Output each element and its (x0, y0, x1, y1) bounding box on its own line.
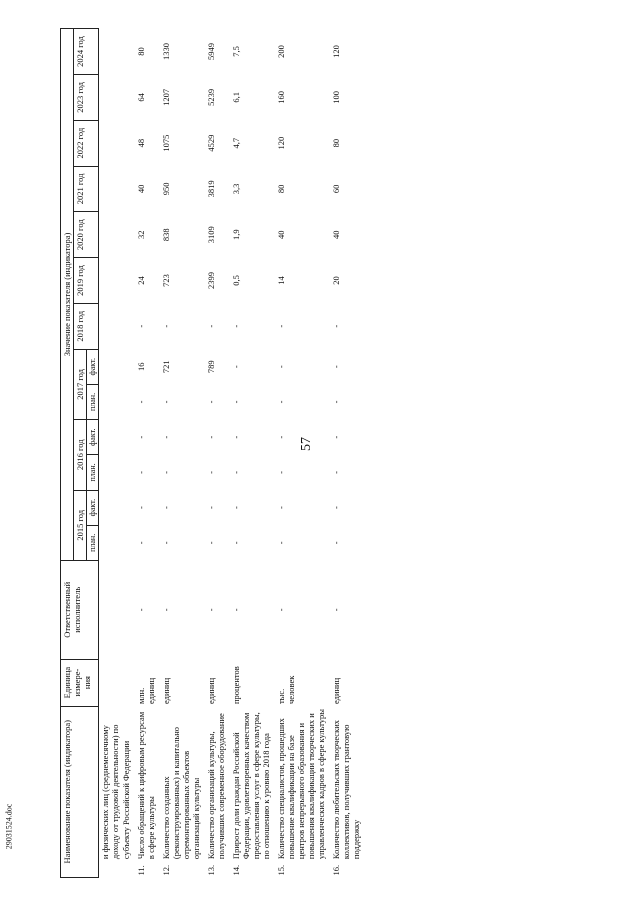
cell-2020: 40 (330, 230, 341, 239)
cell-2019: 2399 (205, 271, 216, 289)
cell-2018: - (205, 324, 216, 328)
cell-fact-2017: - (275, 365, 286, 369)
row-unit: единиц (160, 677, 171, 705)
cell-2021: 80 (275, 184, 286, 194)
cell-fact-2016: - (230, 435, 241, 439)
cell-2021: 60 (330, 184, 341, 194)
row-unit: тыс. человек (275, 675, 296, 705)
row-number: 15. (275, 864, 286, 876)
row-unit: единиц (330, 677, 341, 705)
cell-fact-2015: - (160, 506, 171, 510)
cell-fact-2017: - (330, 365, 341, 369)
row-number: 16. (330, 864, 341, 876)
cell-2023: 160 (275, 90, 286, 104)
header-plan-2015: план. (87, 525, 99, 560)
table-row-16 (327, 29, 362, 878)
row-number: 12. (160, 864, 171, 876)
header-responsible: Ответственный исполнитель (61, 560, 99, 659)
header-name: Наименование показателя (индикатора) (61, 706, 99, 877)
cell-2022: 48 (135, 138, 146, 148)
cell-2020: 1,9 (230, 229, 241, 240)
cell-2019: 24 (135, 276, 146, 285)
cell-fact-2017: 721 (160, 360, 171, 374)
row-name: Прирост доли граждан Российской Федерации, удовлетворенных качеством предоставления услуг в сфере культуры, по отношению к уровню 2018 года (230, 712, 271, 860)
row-name: Количество специалистов, прошедших повышение квалификации на базе центров непрерывного образования и повышения квалификации творческих и управленческих кадров в сфере культуры (275, 709, 326, 860)
cell-plan-2015: - (135, 541, 146, 545)
cell-2023: 1207 (160, 88, 171, 106)
row-responsible: - (330, 608, 341, 612)
cell-2019: 14 (275, 276, 286, 285)
cell-fact-2016: - (275, 435, 286, 439)
row-number: 11. (135, 865, 146, 876)
row-name: Количество организаций культуры, получивших современное оборудование (205, 713, 226, 860)
cell-2024: 5949 (205, 42, 216, 60)
cell-plan-2017: - (330, 400, 341, 404)
table-row-15 (272, 29, 327, 878)
cell-2023: 64 (135, 93, 146, 102)
cell-2021: 950 (160, 182, 171, 196)
cell-plan-2016: - (275, 470, 286, 474)
cell-2024: 80 (135, 47, 146, 56)
cell-2024: 200 (275, 45, 286, 58)
cell-2018: - (330, 324, 341, 328)
cell-plan-2016: - (205, 470, 216, 474)
cell-plan-2016: - (160, 470, 171, 474)
cell-2018: - (160, 324, 171, 328)
cell-plan-2017: - (135, 400, 146, 404)
cell-fact-2015: - (275, 506, 286, 510)
cell-2023: 6,1 (230, 92, 241, 103)
cell-fact-2017: 16 (135, 362, 146, 371)
cell-2018: - (275, 324, 286, 328)
header-year-2024: 2024 год (74, 29, 99, 75)
cell-2022: 4529 (205, 134, 216, 152)
rotated-table-container (60, 28, 615, 878)
continuation-text: и физических лиц (среднемесячному доходу от трудовой деятельности) по субъекту Российской Федерации (100, 724, 131, 860)
cell-2021: 3819 (205, 180, 216, 198)
cell-2019: 0,5 (230, 275, 241, 286)
row-responsible: - (160, 608, 171, 612)
row-unit: единиц (205, 677, 216, 705)
table-header (61, 29, 99, 878)
table-row-12 (157, 29, 202, 878)
row-number: 14. (230, 864, 241, 876)
row-responsible: - (205, 608, 216, 612)
cell-2020: 838 (160, 228, 171, 242)
table-row-13 (202, 29, 227, 878)
cell-plan-2015: - (275, 541, 286, 545)
cell-plan-2015: - (160, 541, 171, 545)
cell-fact-2016: - (135, 435, 146, 439)
header-plan-2016: план. (87, 455, 99, 490)
cell-2020: 40 (275, 230, 286, 239)
table-body (99, 29, 362, 878)
cell-plan-2015: - (205, 541, 216, 545)
cell-fact-2015: - (230, 506, 241, 510)
header-year-2015: 2015 год (74, 490, 87, 560)
row-number: 13. (205, 864, 216, 876)
cell-2024: 7,5 (230, 46, 241, 57)
cell-2023: 5239 (205, 88, 216, 106)
cell-2020: 3109 (205, 226, 216, 244)
cell-2023: 100 (330, 90, 341, 104)
row-responsible: - (275, 608, 286, 612)
header-year-2021: 2021 год (74, 166, 99, 212)
cell-fact-2016: - (160, 435, 171, 439)
cell-2022: 80 (330, 138, 341, 148)
row-unit: млн. единиц (135, 677, 156, 705)
document-code: 29031524.doc (4, 803, 14, 850)
cell-plan-2017: - (230, 400, 241, 404)
header-year-2017: 2017 год (74, 349, 87, 419)
header-fact-2016: факт. (87, 420, 99, 455)
row-name: Количество созданных (реконструированных) и капитально отремонтированных объектов организаций культуры (160, 726, 201, 860)
cell-2019: 723 (160, 274, 171, 287)
cell-2019: 20 (330, 276, 341, 285)
cell-fact-2017: - (230, 365, 241, 369)
page-number: 57 (299, 437, 314, 451)
row-name: Число обращений к цифровым ресурсам в сфере культуры (135, 711, 156, 860)
cell-fact-2016: - (330, 435, 341, 439)
table-row-11 (132, 29, 157, 878)
cell-plan-2016: - (135, 470, 146, 474)
cell-2024: 1330 (160, 42, 171, 60)
cell-2022: 120 (275, 136, 286, 150)
header-values-group: Значение показателя (индикатора) (61, 29, 74, 561)
cell-plan-2017: - (275, 400, 286, 404)
header-year-2019: 2019 год (74, 258, 99, 304)
header-year-2016: 2016 год (74, 420, 87, 490)
cell-plan-2015: - (330, 541, 341, 545)
cell-fact-2015: - (135, 506, 146, 510)
cell-2022: 4,7 (230, 137, 241, 149)
row-name: Количество любительских творческих коллективов, получивших грантовую поддержку (330, 719, 361, 860)
header-unit: Единица измере- ния (61, 659, 99, 706)
cell-2021: 3,3 (230, 183, 241, 195)
cell-fact-2017: 789 (205, 360, 216, 374)
header-year-2020: 2020 год (74, 212, 99, 258)
row-responsible: - (230, 608, 241, 612)
indicators-table (60, 28, 362, 878)
cell-2018: - (230, 324, 241, 328)
cell-2022: 1075 (160, 134, 171, 152)
cell-fact-2015: - (205, 506, 216, 510)
row-unit: процентов (230, 666, 241, 705)
cell-plan-2017: - (160, 400, 171, 404)
cell-2024: 120 (330, 45, 341, 58)
table-row-14 (227, 29, 272, 878)
cell-2020: 32 (135, 230, 146, 239)
header-year-2018: 2018 год (74, 303, 99, 349)
row-responsible: - (135, 608, 146, 612)
cell-plan-2016: - (230, 470, 241, 474)
cell-2018: - (135, 324, 146, 328)
header-year-2023: 2023 год (74, 74, 99, 120)
header-fact-2015: факт. (87, 490, 99, 525)
table-row-continuation (99, 29, 132, 878)
cell-plan-2015: - (230, 541, 241, 545)
cell-fact-2015: - (330, 506, 341, 510)
header-plan-2017: план. (87, 384, 99, 419)
cell-fact-2016: - (205, 435, 216, 439)
header-year-2022: 2022 год (74, 120, 99, 166)
header-fact-2017: факт. (87, 349, 99, 384)
cell-plan-2017: - (205, 400, 216, 404)
cell-plan-2016: - (330, 470, 341, 474)
cell-2021: 40 (135, 184, 146, 194)
